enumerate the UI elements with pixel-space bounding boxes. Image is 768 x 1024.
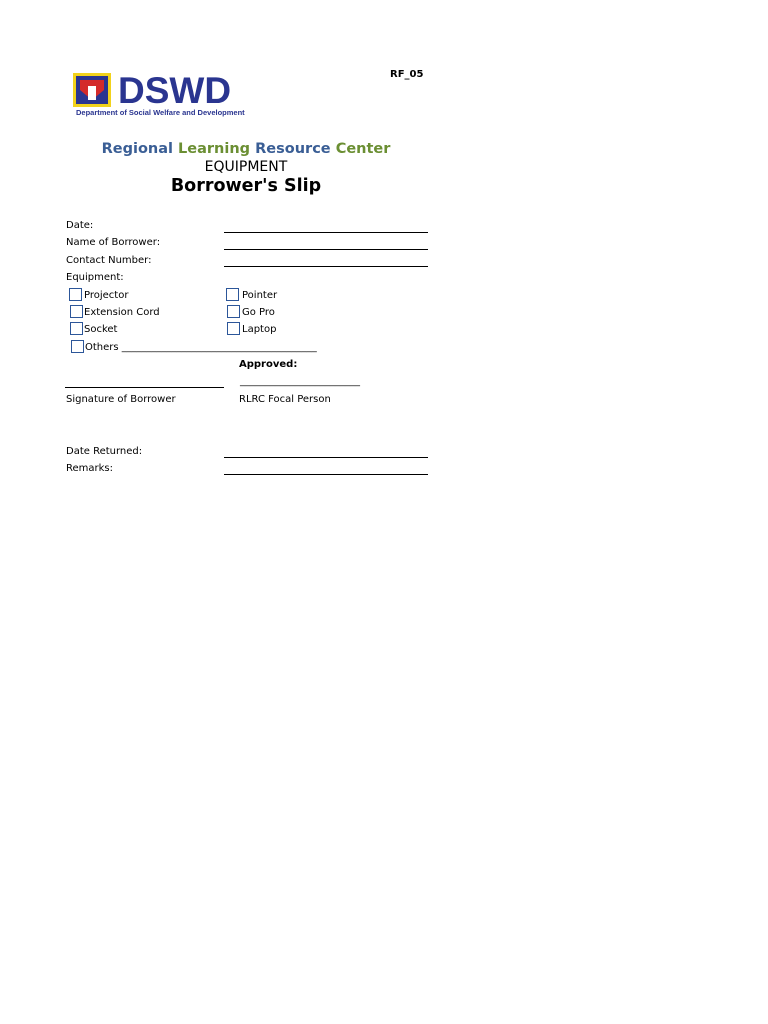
title-word-resource: Resource	[255, 141, 331, 157]
go-pro-label: Go Pro	[242, 307, 275, 318]
date-returned-label: Date Returned:	[66, 446, 143, 457]
logo-wordmark: DSWD	[118, 70, 232, 111]
form-title: Borrower's Slip	[170, 176, 322, 196]
focal-person-label: RLRC Focal Person	[239, 394, 331, 405]
borrower-signature-label: Signature of Borrower	[66, 394, 176, 405]
date-label: Date:	[66, 220, 94, 231]
date-returned-field[interactable]	[224, 457, 428, 458]
extension-cord-checkbox[interactable]	[70, 305, 83, 318]
projector-label: Projector	[84, 290, 129, 301]
go-pro-checkbox[interactable]	[227, 305, 240, 318]
center-title	[0, 141, 492, 157]
others-label: Others _______________________________________	[85, 342, 317, 353]
title-word-center: Center	[335, 141, 391, 157]
date-field[interactable]	[224, 232, 428, 233]
remarks-label: Remarks:	[66, 463, 114, 474]
contact-number-field[interactable]	[224, 266, 428, 267]
equipment-label: Equipment:	[66, 272, 124, 283]
contact-number-label: Contact Number:	[66, 255, 152, 266]
laptop-checkbox[interactable]	[227, 322, 240, 335]
borrower-name-field[interactable]	[224, 249, 428, 250]
equipment-heading: EQUIPMENT	[204, 159, 288, 175]
extension-cord-label: Extension Cord	[84, 307, 160, 318]
pointer-label: Pointer	[242, 290, 278, 301]
approved-label: Approved:	[239, 359, 298, 370]
title-word-regional: Regional	[101, 141, 173, 157]
dswd-emblem-icon	[72, 72, 112, 108]
logo-subtitle: Department of Social Welfare and Development	[76, 108, 245, 117]
socket-checkbox[interactable]	[70, 322, 83, 335]
laptop-label: Laptop	[242, 324, 277, 335]
title-word-learning: Learning	[178, 141, 251, 157]
borrower-signature-line[interactable]	[65, 387, 224, 388]
borrower-name-label: Name of Borrower:	[66, 237, 161, 248]
approver-signature-line[interactable]: ________________________	[240, 376, 360, 387]
form-code: RF_05	[390, 69, 424, 80]
others-checkbox[interactable]	[71, 340, 84, 353]
remarks-field[interactable]	[224, 474, 428, 475]
socket-label: Socket	[84, 324, 118, 335]
pointer-checkbox[interactable]	[226, 288, 239, 301]
projector-checkbox[interactable]	[69, 288, 82, 301]
